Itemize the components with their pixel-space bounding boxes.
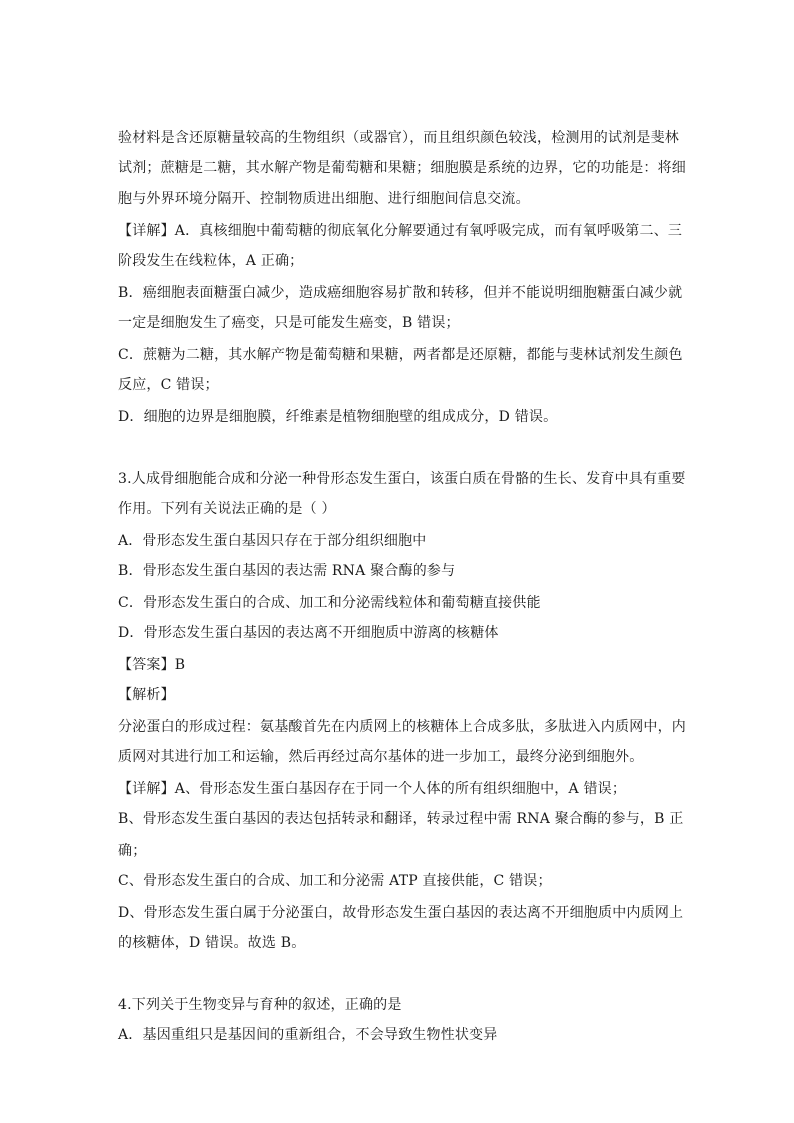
text-line: C、骨形态发生蛋白的合成、加工和分泌需 ATP 直接供能，C 错误； xyxy=(118,873,552,889)
option-a: A．骨形态发生蛋白基因只存在于部分组织细胞中 xyxy=(118,533,427,549)
option-a: A．基因重组只是基因间的重新组合，不会导致生物性状变异 xyxy=(118,1027,498,1043)
text-line: 质网对其进行加工和运输，然后再经过高尔基体的进一步加工，最终分泌到细胞外。 xyxy=(118,749,644,765)
text-line: 阶段发生在线粒体，A 正确； xyxy=(118,253,304,269)
text-line: 试剂；蔗糖是二糖，其水解产物是葡萄糖和果糖；细胞膜是系统的边界，它的功能是：将细 xyxy=(118,160,686,176)
analysis-heading: 【解析】 xyxy=(118,687,175,703)
question-3-stem: 作用。下列有关说法正确的是（ ） xyxy=(118,501,336,517)
text-line: 胞与外界环境分隔开、控制物质进出细胞、进行细胞间信息交流。 xyxy=(118,191,530,207)
text-line: 一定是细胞发生了癌变，只是可能发生癌变，B 错误； xyxy=(118,315,460,331)
text-line: 反应，C 错误； xyxy=(118,377,219,393)
text-line: 的核糖体，D 错误。故选 B。 xyxy=(118,935,306,951)
option-b: B．骨形态发生蛋白基因的表达需 RNA 聚合酶的参与 xyxy=(118,563,456,579)
text-line: 分泌蛋白的形成过程：氨基酸首先在内质网上的核糖体上合成多肽，多肽进入内质网中，内 xyxy=(118,719,686,735)
text-line: 验材料是含还原糖量较高的生物组织（或器官），而且组织颜色较浅，检测用的试剂是斐林 xyxy=(118,130,679,146)
option-d: D．骨形态发生蛋白基因的表达离不开细胞质中游离的核糖体 xyxy=(118,625,499,641)
text-line: 【详解】A．真核细胞中葡萄糖的彻底氧化分解要通过有氧呼吸完成，而有氧呼吸第二、三 xyxy=(118,223,683,239)
question-4-stem: 4.下列关于生物变异与育种的叙述，正确的是 xyxy=(118,997,402,1013)
text-line: 确； xyxy=(118,843,147,859)
option-c: C．骨形态发生蛋白的合成、加工和分泌需线粒体和葡萄糖直接供能 xyxy=(118,595,541,611)
text-line: B、骨形态发生蛋白基因的表达包括转录和翻译，转录过程中需 RNA 聚合酶的参与，B 正 xyxy=(118,811,684,827)
text-line: D．细胞的边界是细胞膜，纤维素是植物细胞壁的组成成分，D 错误。 xyxy=(118,409,558,425)
text-line: B．癌细胞表面糖蛋白减少，造成癌细胞容易扩散和转移，但并不能说明细胞糖蛋白减少就 xyxy=(118,285,683,301)
text-line: C．蔗糖为二糖，其水解产物是葡萄糖和果糖，两者都是还原糖，都能与斐林试剂发生颜色 xyxy=(118,347,683,363)
text-line: D、骨形态发生蛋白属于分泌蛋白，故骨形态发生蛋白基因的表达离不开细胞质中内质网上 xyxy=(118,905,684,921)
text-line: 【详解】A、骨形态发生蛋白基因存在于同一个人体的所有组织细胞中，A 错误； xyxy=(118,781,627,797)
answer-line: 【答案】B xyxy=(118,657,186,673)
question-3-stem: 3.人成骨细胞能合成和分泌一种骨形态发生蛋白，该蛋白质在骨骼的生长、发育中具有重要 xyxy=(118,471,686,487)
